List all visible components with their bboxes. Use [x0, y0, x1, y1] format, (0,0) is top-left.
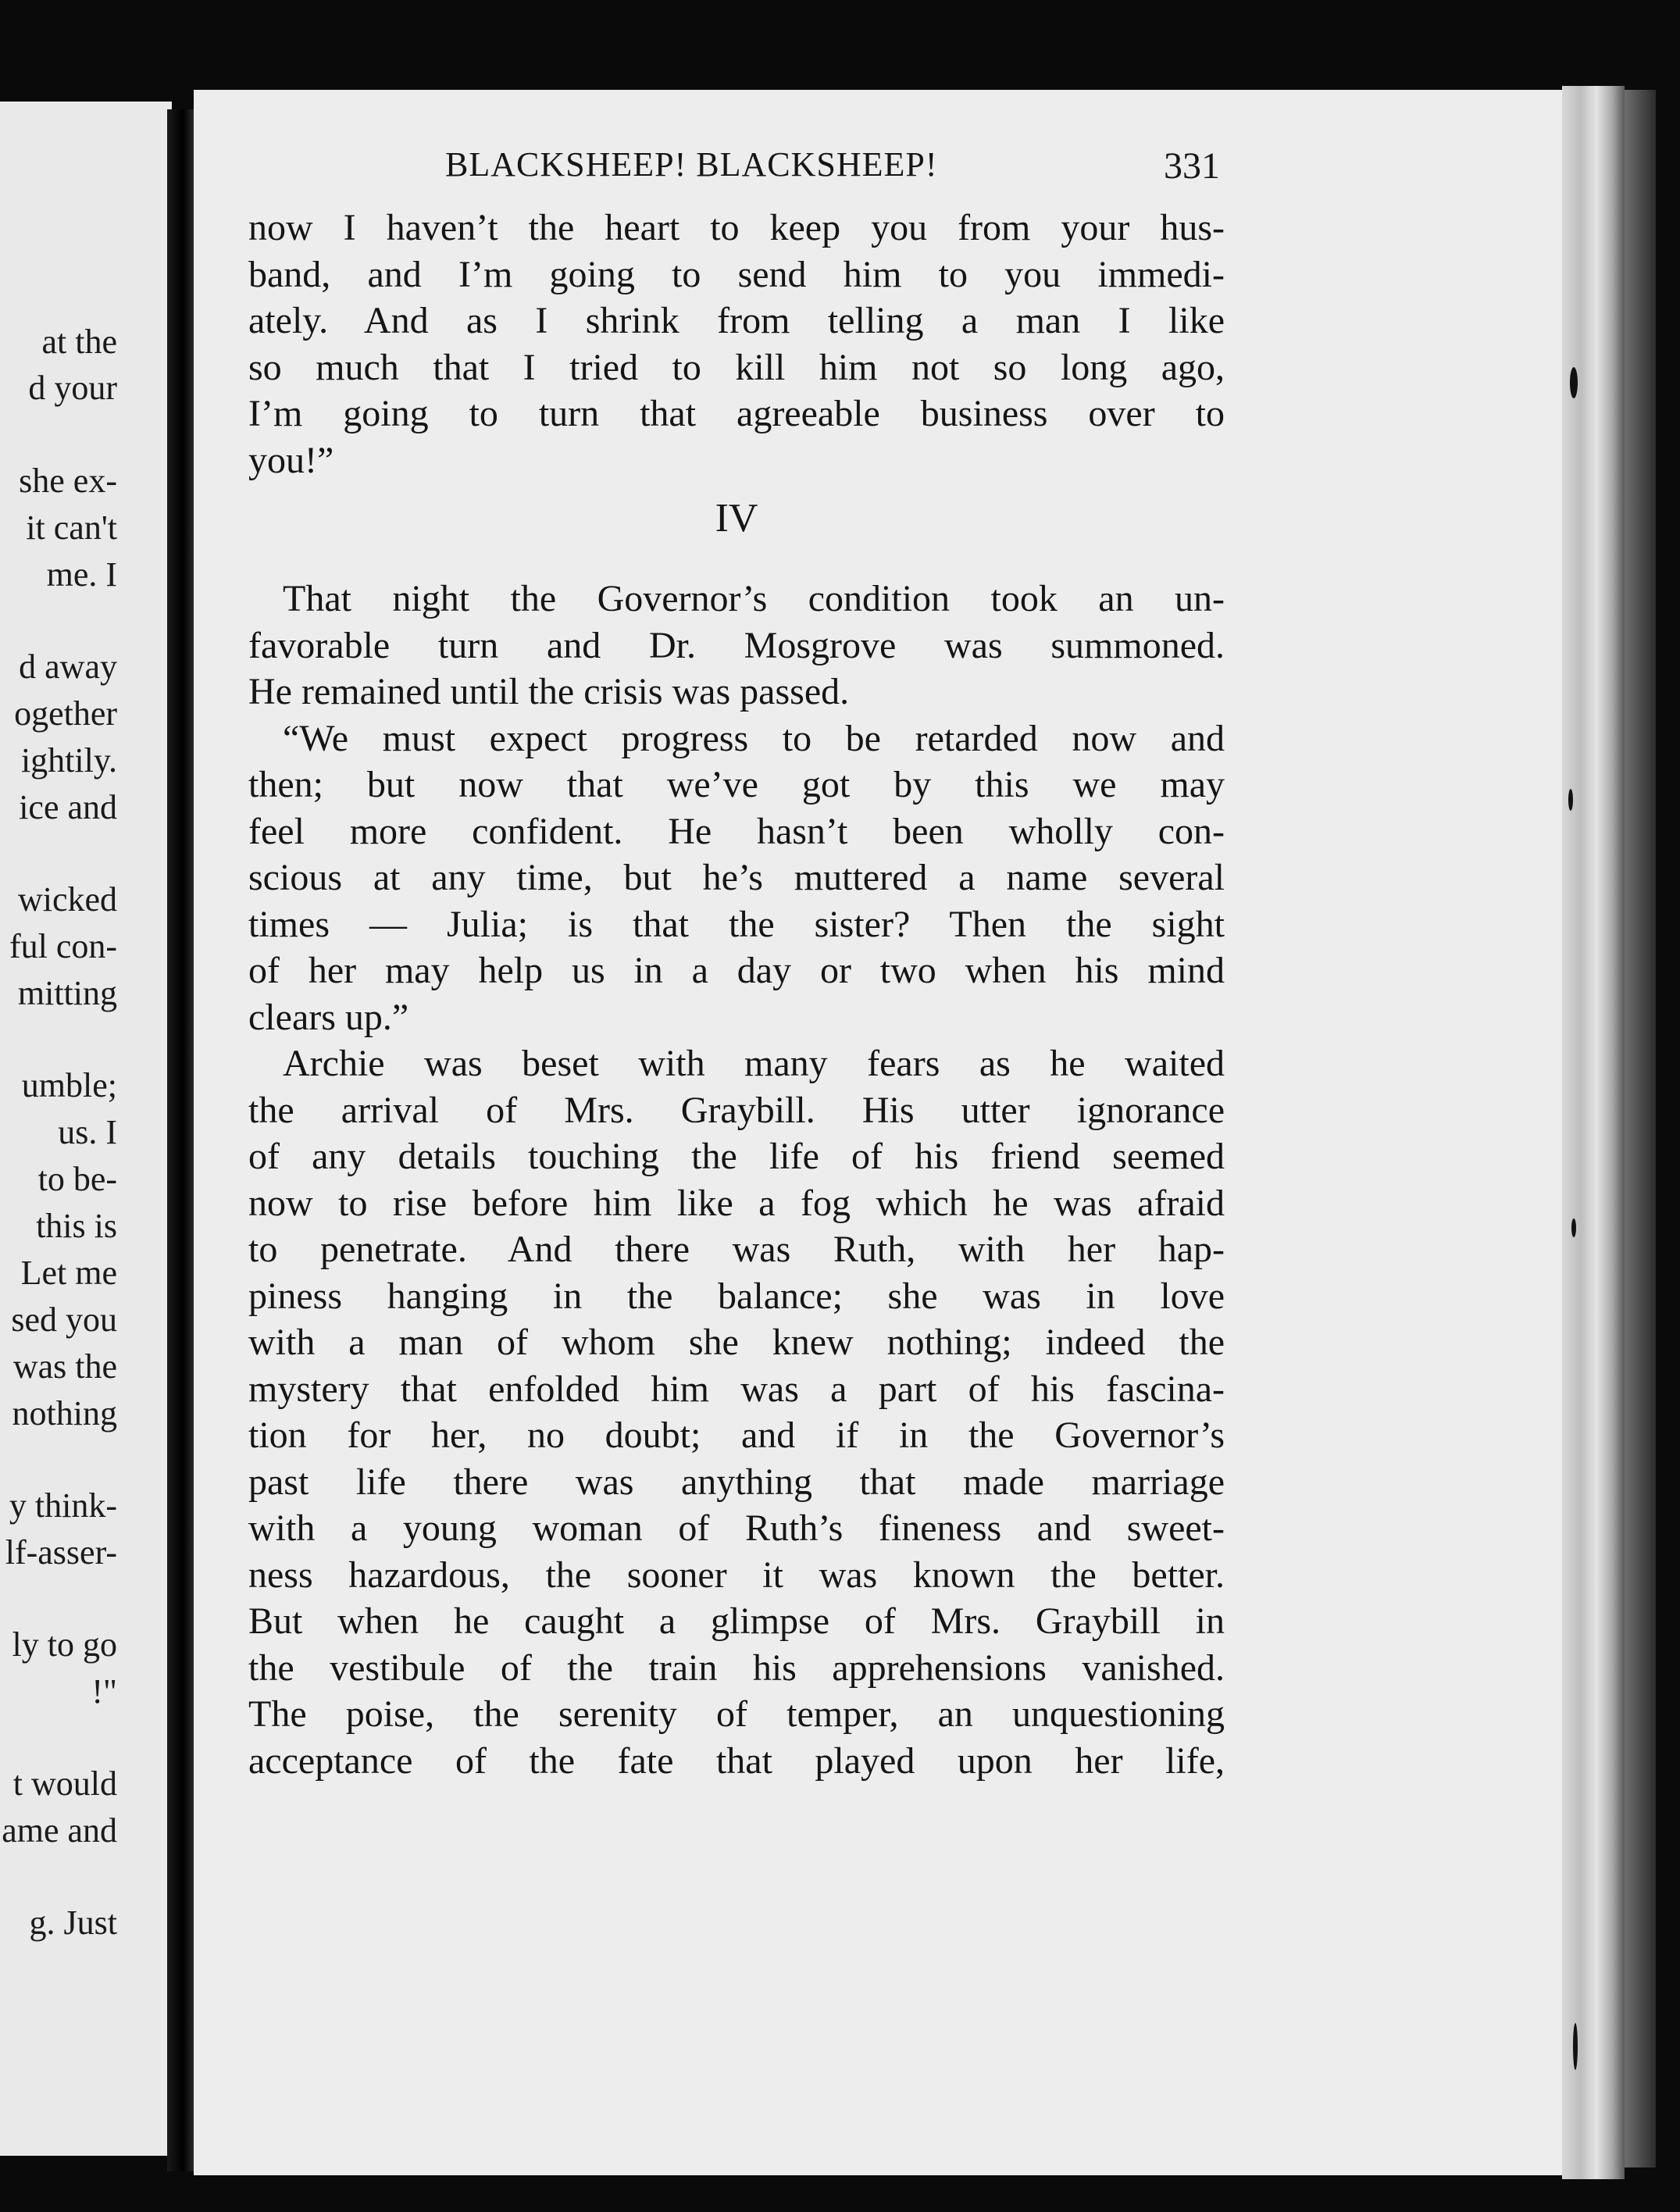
page-edge-shadow — [1625, 90, 1656, 2167]
page-body-text — [248, 205, 1225, 1784]
left-page-line: d your — [28, 369, 117, 407]
text-line: so much that I tried to kill him not so long ago, — [248, 346, 1225, 388]
text-line: past life there was anything that made marriage — [248, 1461, 1225, 1503]
left-page-line: ly to go — [12, 1625, 117, 1664]
left-page-line: to be- — [37, 1160, 117, 1198]
text-line: of her may help us in a day or two when his mind — [248, 950, 1225, 991]
scan-speck — [1571, 1218, 1576, 1237]
text-line: now to rise before him like a fog which he was afraid — [248, 1182, 1225, 1224]
text-line: He remained until the crisis was passed. — [248, 671, 850, 712]
scan-speck — [1570, 367, 1578, 398]
text-line: of any details touching the life of his friend seemed — [248, 1136, 1225, 1177]
text-line: The poise, the serenity of temper, an unquestioning — [248, 1693, 1225, 1735]
text-line: But when he caught a glimpse of Mrs. Graybill in — [248, 1600, 1225, 1642]
left-page-line: ice and — [19, 788, 117, 826]
text-line: ately. And as I shrink from telling a man I like — [248, 300, 1225, 341]
running-head — [251, 144, 1220, 199]
left-page-line: lf-asser- — [5, 1533, 117, 1572]
left-page-line: it can't — [26, 508, 117, 547]
left-page-line: us. I — [58, 1113, 117, 1151]
paragraph — [248, 205, 1225, 483]
left-page-line: ightily. — [20, 741, 117, 780]
text-line: Archie was beset with many fears as he waited — [283, 1043, 1225, 1084]
left-page-line: this is — [36, 1207, 117, 1245]
text-line: “We must expect progress to be retarded now and — [283, 717, 1225, 759]
book-spine-shadow — [167, 109, 194, 2171]
left-page-line: ogether — [14, 694, 117, 733]
left-page-line: was the — [12, 1347, 117, 1386]
text-line: the vestibule of the train his apprehensions vanished. — [248, 1647, 1225, 1689]
left-page-line: g. Just — [29, 1903, 117, 1942]
text-line: scious at any time, but he’s muttered a name several — [248, 857, 1225, 898]
text-line: the arrival of Mrs. Graybill. His utter ignorance — [248, 1089, 1225, 1131]
left-page-line: !" — [91, 1672, 117, 1711]
scan-speck — [1568, 789, 1573, 811]
text-line: you!” — [248, 439, 334, 481]
left-page-line: umble; — [21, 1066, 117, 1104]
left-page-line: wicked — [17, 880, 117, 919]
scan-speck — [1573, 2023, 1578, 2070]
left-page-line: d away — [19, 648, 117, 686]
text-line: ness hazardous, the sooner it was known the better. — [248, 1554, 1225, 1596]
text-line: feel more confident. He hasn’t been wholly con- — [248, 810, 1225, 852]
left-page-line: nothing — [12, 1394, 117, 1432]
paragraph — [248, 1040, 1225, 1784]
text-line: with a young woman of Ruth’s fineness and sweet- — [248, 1507, 1225, 1549]
text-line: piness hanging in the balance; she was in love — [248, 1275, 1225, 1317]
left-page-line: ful con- — [9, 927, 117, 965]
paragraph — [248, 715, 1225, 1041]
text-line: to penetrate. And there was Ruth, with her hap- — [248, 1229, 1225, 1270]
running-title: BLACKSHEEP! BLACKSHEEP! — [445, 145, 938, 184]
text-line: mystery that enfolded him was a part of his fascina- — [248, 1368, 1225, 1410]
text-line: band, and I’m going to send him to you immedi- — [248, 253, 1225, 295]
text-line: then; but now that we’ve got by this we may — [248, 764, 1225, 805]
left-page-line: t would — [12, 1764, 117, 1803]
left-page-line: mitting — [17, 974, 117, 1012]
text-line: now I haven’t the heart to keep you from your hus- — [248, 207, 1225, 248]
text-line: favorable turn and Dr. Mosgrove was summoned. — [248, 624, 1225, 666]
left-page-line: at the — [41, 323, 117, 361]
left-page-line: she ex- — [19, 462, 117, 500]
text-line: clears up.” — [248, 996, 409, 1038]
text-line: acceptance of the fate that played upon her life, — [248, 1739, 1225, 1782]
page-edge-stack — [1562, 86, 1625, 2179]
left-page-line: y think- — [9, 1486, 117, 1525]
text-line: with a man of whom she knew nothing; indeed the — [248, 1322, 1225, 1363]
text-line: tion for her, no doubt; and if in the Governor’s — [248, 1415, 1225, 1456]
text-line: times — Julia; is that the sister? Then the sight — [248, 903, 1225, 945]
page-number: 331 — [1164, 145, 1220, 187]
left-page-fragment — [0, 102, 172, 2156]
left-page-line: sed you — [11, 1300, 117, 1339]
paragraph — [248, 576, 1225, 715]
text-line: That night the Governor’s condition took an un- — [283, 578, 1225, 619]
left-page-line: me. I — [46, 555, 117, 594]
left-page-line: ame and — [2, 1811, 117, 1850]
left-page-line: Let me — [20, 1254, 117, 1292]
text-line: I’m going to turn that agreeable business over to — [248, 393, 1225, 434]
section-heading: IV — [715, 496, 758, 541]
